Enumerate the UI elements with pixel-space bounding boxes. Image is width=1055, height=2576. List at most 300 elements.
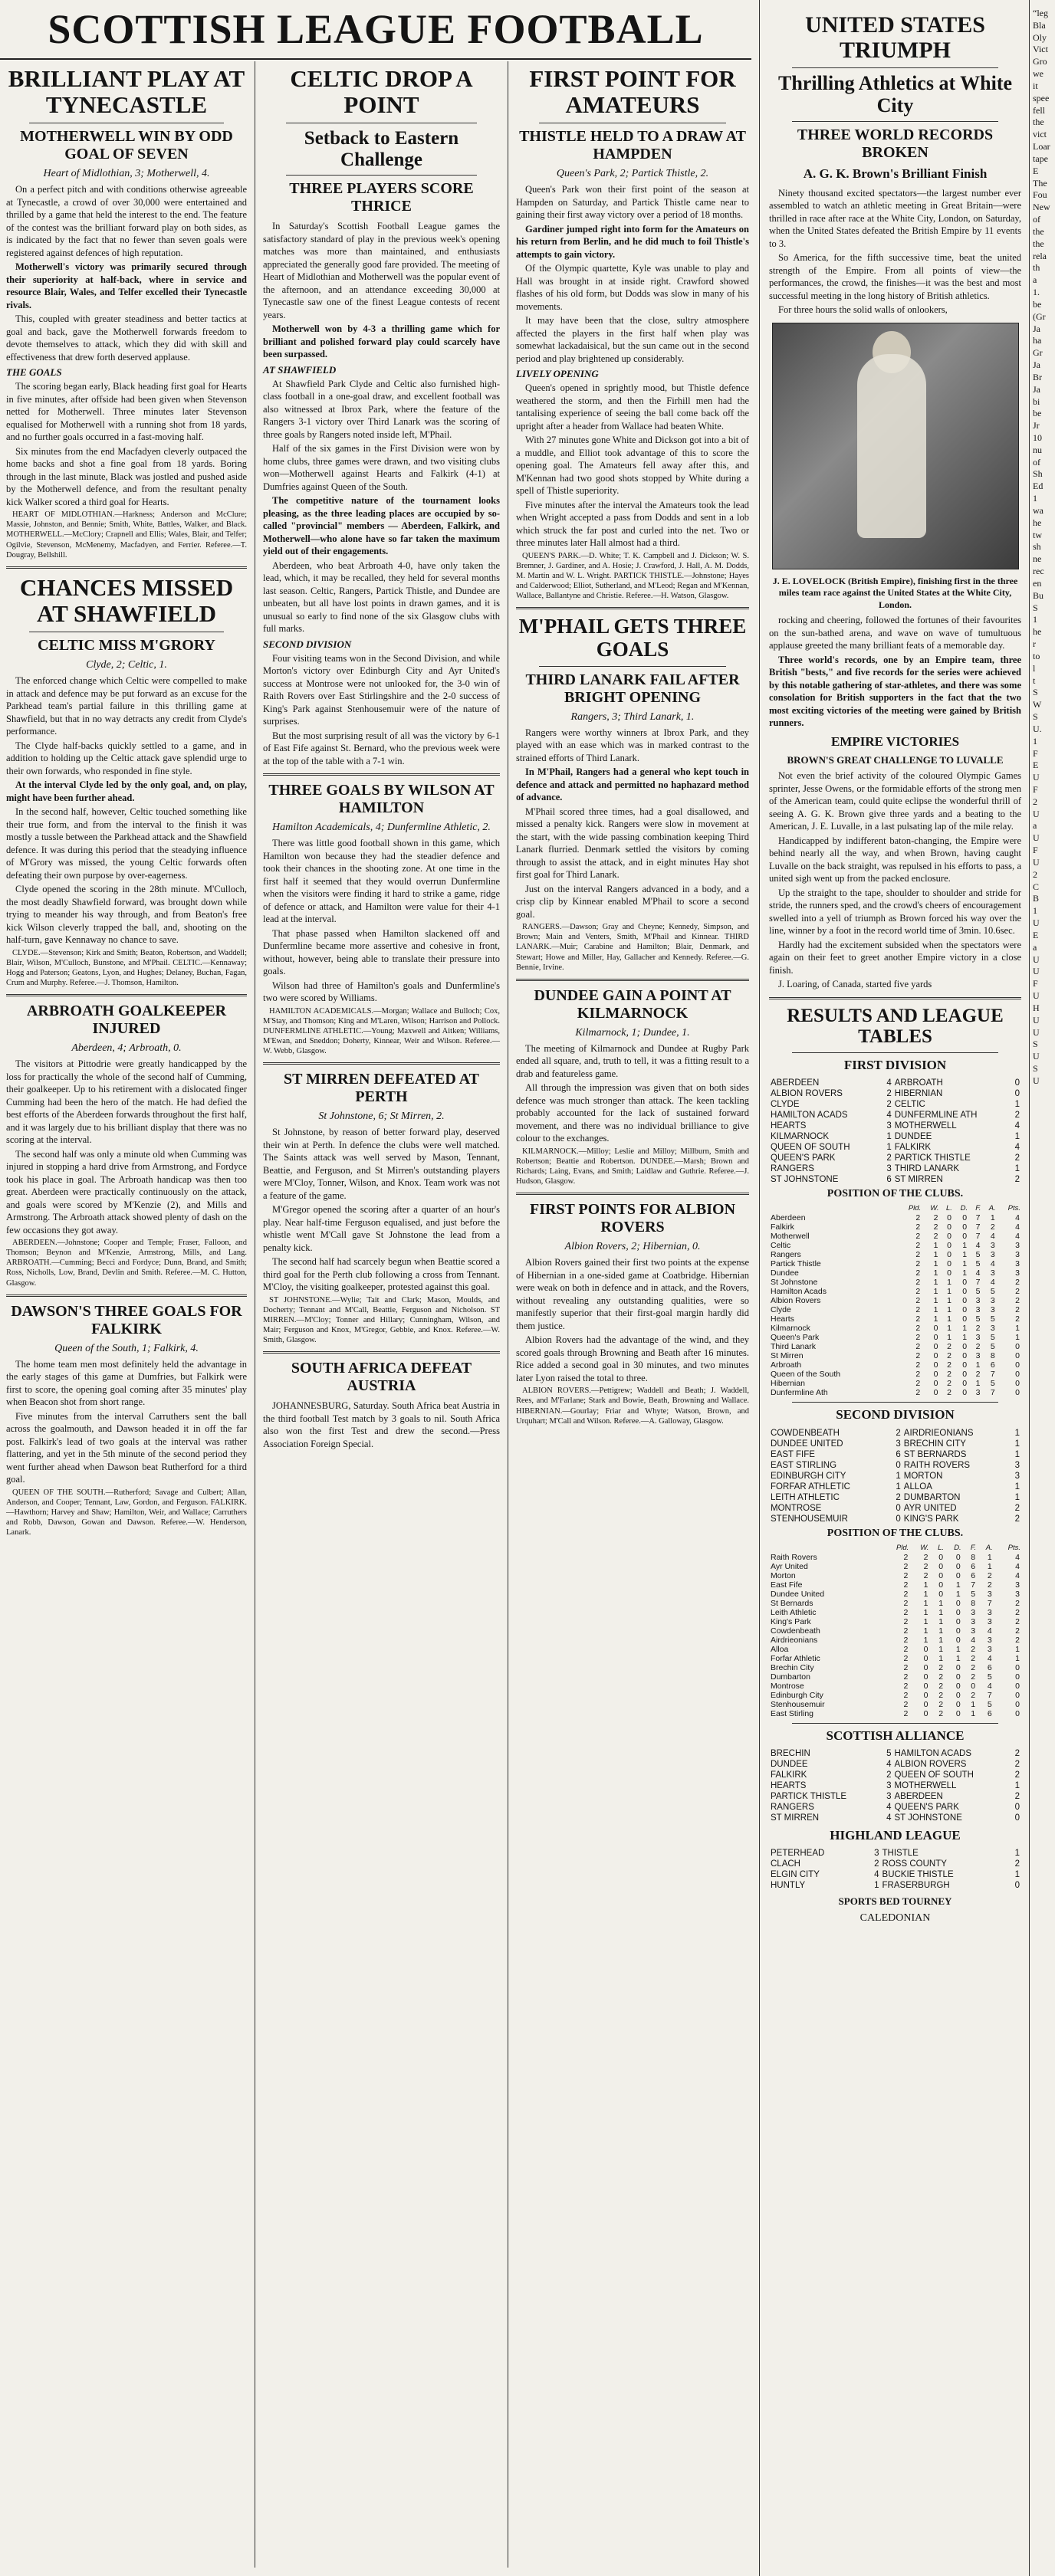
away-team: ST MIRREN [894,1175,943,1185]
table-header: D. [954,1543,961,1552]
away-team: THIRD LANARK [894,1164,960,1174]
club-name: East Stirling [771,1708,814,1718]
cutoff-text-fragment: rela [1033,250,1047,261]
away-score: 1 [1014,1449,1020,1459]
cutoff-text-fragment: B [1033,893,1040,904]
table-cell: 0 [947,1268,951,1278]
table-cell: 1 [933,1305,938,1315]
table-cell: 2 [915,1278,921,1288]
cutoff-text-fragment: F [1033,747,1038,759]
away-team: BRECHIN CITY [903,1439,966,1449]
table-cell: 4 [987,1626,992,1636]
result-row [769,1848,1021,1859]
table-cell: 0 [962,1388,968,1398]
table-cell: 1 [1015,1324,1020,1334]
cutoff-text-fragment: Jr [1033,420,1040,432]
table-cell: 1 [933,1259,938,1269]
home-score: 2 [874,1859,879,1869]
away-team: BUCKIE THISTLE [882,1870,954,1880]
home-score: 4 [886,1802,892,1812]
cutoff-text-fragment: 1. [1033,287,1040,298]
table-cell: 2 [915,1333,921,1343]
paragraph: Rangers were worthy winners at Ibrox Park, and they played with an ease which was in marked contrast to the strained efforts of Third Lanark. [516,727,749,763]
table-cell: 1 [947,1324,951,1334]
table-row [769,1222,1021,1232]
home-team: HEARTS [771,1780,807,1790]
home-team: PETERHEAD [771,1849,825,1859]
away-team: PARTICK THISTLE [894,1153,971,1163]
table-cell: 2 [915,1268,921,1278]
paragraph: Aberdeen, who beat Arbroath 4-0, have only taken the lead, which, it may be recalled, they held for several months last season. Celtic, Rangers, Partick Thistle, and Dundee are unbeaten, but all have lost points in drawn games, and it is unusual so early to find none of the six Glasgow clubs with full marks. [263,560,500,635]
divider [516,1193,749,1195]
table-cell: 4 [975,1268,981,1278]
home-team: KILMARNOCK [771,1132,830,1142]
cutoff-text-fragment: U [1033,990,1040,1002]
paragraph: The second half had scarcely begun when Beattie scored a third goal for the Perth club following a cross from Tennant. M'Cloy, the visiting goalkeeper, protested against this goal. [263,1256,500,1293]
cutoff-text-fragment: The [1033,177,1047,189]
table-cell: 8 [971,1598,976,1608]
table-row [769,1296,1021,1305]
club-name: Aberdeen [771,1213,806,1223]
paragraph: J. Loaring, of Canada, started five yards [778,979,932,990]
banner-title: SCOTTISH LEAGUE FOOTBALL [48,6,704,52]
table-cell: 0 [947,1222,951,1232]
table-cell: 0 [933,1388,938,1398]
cutoff-text-fragment: E [1033,165,1039,176]
paragraph: rocking and cheering, followed the fortunes of their favourites on the sun-bathed arena, and wave on wave of tumultuous applause greeted the many brilliant feats of a memorable day. [769,615,1021,651]
home-team: MONTROSE [771,1503,822,1513]
away-score: 1 [1014,1482,1020,1491]
table-cell: 7 [987,1598,992,1608]
table-cell: 5 [990,1342,995,1352]
away-team: ALLOA [903,1482,932,1491]
paragraph: The competitive nature of the tournament looks pleasing, as the three leading places are occupied by so-called "provincial" members — Aberdeen, Falkirk, and Motherwell—who alone have so far taken the maximum yield out of their engagements. [263,495,500,557]
cutoff-text-fragment: S [1033,602,1038,613]
table-cell: 4 [990,1278,995,1288]
paragraph: Up the straight to the tape, shoulder to shoulder and stride for stride, the runners sped, and the crowd's cheers of encouragement swelled into a yell of triumph as Brown forced his way over the line, winner by a foot in the record world time of 3min. 10.6sec. [769,887,1021,937]
club-name: Dumbarton [771,1672,810,1682]
table-cell: 6 [987,1662,992,1672]
away-score: 2 [1014,1748,1020,1758]
home-score: 5 [886,1748,892,1758]
paragraph: Handicapped by indifferent baton-changing, the Empire were behind nearly all the way, and when Brown, having caught Luvalle on the back straight, was repulsed in his efforts to pass, a united sigh went up from the packed enclosure. [769,835,1021,884]
cutoff-text-fragment: H [1033,1002,1040,1013]
away-team: KING'S PARK [903,1514,959,1524]
table-cell: 2 [975,1324,981,1334]
cutoff-text-fragment: he [1033,517,1042,528]
away-team: HIBERNIAN [894,1089,943,1099]
table-cell: 2 [971,1644,976,1654]
table-cell: 2 [903,1561,909,1571]
table-cell: 1 [947,1296,951,1306]
away-team: ST JOHNSTONE [894,1813,962,1823]
result-row [769,1110,1021,1121]
home-team: FORFAR ATHLETIC [771,1482,850,1491]
headline: SOUTH AFRICA DEFEAT AUSTRIA [291,1360,472,1395]
section-subhead: LIVELY OPENING [516,368,599,380]
section-subhead-2: BROWN'S GREAT CHALLENGE TO LUVALLE [787,754,1004,766]
table-cell: 0 [923,1672,928,1682]
home-team: EAST FIFE [771,1449,815,1459]
paragraph: That phase passed when Hamilton slackened off and Dunfermline became more assertive and cohesive in front, without, however, being able to translate their pressure into goals. [263,927,500,977]
table-cell: 2 [923,1570,928,1580]
cutoff-text-fragment: U [1033,1051,1040,1062]
cutoff-text-fragment: Bla [1033,19,1046,31]
home-team: BRECHIN [771,1748,810,1758]
headline: FIRST POINTS FOR ALBION ROVERS [529,1201,736,1236]
divider [286,175,477,176]
home-score: 2 [896,1428,901,1438]
table-cell: 5 [975,1314,981,1324]
table-cell: 4 [1015,1213,1020,1223]
table-cell: 2 [915,1232,921,1242]
table-cell: 0 [962,1213,968,1223]
paragraph: Queen's Park won their first point of the season at Hampden on Saturday, and Partick Thistle came near to gaining their first away victory over a period of 18 months. [516,184,749,221]
paragraph: For three hours the solid walls of onlookers, [778,304,948,316]
table-cell: 0 [955,1570,961,1580]
paragraph: At Shawfield Park Clyde and Celtic also furnished high-class football in a one-goal draw, and excellent football was also witnessed at Ibrox Park, where the feature of the Rangers 3-1 victory over Third Lanark was the scoring of three goals by Rangers noted inside left, M'Phail. [263,378,500,440]
table-cell: 2 [971,1653,976,1663]
table-header: A. [985,1543,993,1552]
table-cell: 4 [990,1259,995,1269]
cutoff-text-fragment: Ja [1033,383,1040,395]
club-name: Edinburgh City [771,1690,823,1700]
table-cell: 8 [971,1552,976,1562]
paragraph: Of the Olympic quartette, Kyle was unable to play and Hall was brought in at inside right. Crawford showed flashes of his old form, but Dodds was slow in many of his movements. [516,263,749,312]
table-row [769,1626,1021,1636]
divider [792,1402,998,1403]
away-team: MOTHERWELL [894,1121,957,1131]
table-cell: 2 [987,1580,992,1590]
table-cell: 0 [1015,1681,1020,1691]
table-cell: 2 [915,1351,921,1361]
divider [6,566,247,569]
table-cell: 1 [962,1241,968,1251]
cutoff-text-fragment: en [1033,577,1042,589]
result-row [769,1471,1021,1482]
paragraph: On a perfect pitch and with conditions otherwise agreeable at Tynecastle, a crowd of over 30,000 were entertained and thrilled by a game that held the interest to the end. The feature of the contest was the brilliant forward play on both sides, as is indicated by the fact that no fewer than seven goals were registered against defences of high reputation. [6,184,247,258]
cutoff-text-fragment: E [1033,760,1039,771]
table-cell: 1 [1015,1653,1020,1663]
cutoff-text-fragment: to [1033,650,1040,661]
table-cell: 4 [1015,1222,1020,1232]
home-team: RANGERS [771,1164,814,1174]
paragraph: Gardiner jumped right into form for the Amateurs on his return from Berlin, and he did much to foil Thistle's attempts to gain victory. [516,223,749,260]
home-team: DUNDEE UNITED [771,1439,843,1449]
result-row [769,1163,1021,1174]
club-name: Clyde [771,1305,791,1315]
table-cell: 1 [962,1324,968,1334]
away-team: RAITH ROVERS [903,1460,971,1470]
table-cell: 2 [903,1580,909,1590]
score-line: Albion Rovers, 2; Hibernian, 0. [564,1241,701,1253]
home-team: ALBION ROVERS [771,1089,843,1099]
table-row [769,1324,1021,1333]
cutoff-text-fragment: U [1033,917,1040,929]
away-team: HAMILTON ACADS [894,1748,972,1758]
headline: ARBROATH GOALKEEPER INJURED [26,1003,227,1037]
cutoff-text-fragment: U [1033,953,1040,965]
club-name: Queen of the South [771,1370,841,1380]
away-team: FALKIRK [894,1143,932,1153]
cutoff-text-fragment: E [1033,929,1039,940]
table-row [769,1268,1021,1278]
table-cell: 0 [962,1360,968,1370]
table-cell: 2 [1015,1278,1020,1288]
team-lineups: QUEEN'S PARK.—D. White; T. K. Campbell and J. Dickson; W. S. Bremner, J. Gardiner, and A. Hosie; J. Crawford, J. Hall, A. M. Dodds, M. Martin and W. L. Wright. PARTICK THISTLE.—Johnstone; Hayes and Calderwood; Elliot, Sutherland, and M'Leod; Regan and M'Kennan, Wallace, Ballantyne and Christie. Referee.—H. Watson, Glasgow. [516,551,749,601]
away-score: 1 [1014,1780,1020,1790]
table-row [769,1213,1021,1222]
table-cell: 1 [955,1589,961,1599]
column-3 [510,61,755,2568]
table-cell: 5 [975,1250,981,1260]
table-cell: 0 [955,1635,961,1645]
table-row [769,1333,1021,1342]
cutoff-text-fragment: Vict [1033,44,1048,55]
home-score: 4 [886,1759,892,1769]
away-score: 4 [1014,1143,1020,1153]
home-team: LEITH ATHLETIC [771,1492,840,1502]
table-cell: 0 [962,1296,968,1306]
table-cell: 2 [938,1699,944,1709]
paragraph: With 27 minutes gone White and Dickson got into a bit of a muddle, and Elliot took advantage of this to score the opening goal. The Amateurs fell away after this, and M'Kennan had two good shots stopped by White during a spell of Thistle superiority. [516,435,749,497]
table-cell: 0 [962,1342,968,1352]
table-cell: 2 [915,1379,921,1389]
table-row [769,1599,1021,1608]
table-cell: 6 [987,1708,992,1718]
photo-caption: J. E. LOVELOCK (British Empire), finishing first in the three miles team race against the United States at the White City, London. [772,575,1018,610]
table-cell: 2 [903,1681,909,1691]
home-team: ELGIN CITY [771,1870,820,1880]
table-cell: 0 [933,1324,938,1334]
table-cell: 0 [962,1351,968,1361]
table-header: D. [960,1204,968,1213]
paragraph: Hardly had the excitement subsided when the spectators were again on their feet to greet another Empire victory in a close finish. [769,939,1021,976]
table-cell: 2 [903,1662,909,1672]
table-cell: 3 [971,1616,976,1626]
table-cell: 7 [990,1388,995,1398]
table-cell: 1 [923,1598,928,1608]
table-cell: 1 [987,1561,992,1571]
table-cell: 0 [933,1342,938,1352]
table-cell: 0 [962,1379,968,1389]
cutoff-text-fragment: be [1033,298,1042,310]
article-arbroath [6,1003,247,1288]
paragraph: All through the impression was given that on both sides defence was much stronger than attack. The keen tackling probably accounted for the lack of sustained forward movement, and there was no individual brilliance to give colour to the exchanges. [516,1082,749,1144]
paragraph: Motherwell won by 4-3 a thrilling game which for brilliant and polished forward play could scarcely have been surpassed. [263,323,500,360]
table-cell: 2 [1015,1635,1020,1645]
table-cell: 4 [1015,1232,1020,1242]
home-team: CLACH [771,1859,800,1869]
paragraph: Five minutes after the interval the Amateurs took the lead when Wright accepted a pass from Dodds and sent in a lob which struck the far post and curled into the net. Two or three minutes later Hall almost had a third. [516,499,749,549]
result-row [769,1088,1021,1099]
table-cell: 1 [947,1333,951,1343]
division-title: FIRST DIVISION [843,1057,947,1072]
table-cell: 2 [938,1662,944,1672]
table-cell: 0 [947,1232,951,1242]
table-cell: 5 [990,1314,995,1324]
away-team: ALBION ROVERS [894,1759,967,1769]
table-cell: 0 [947,1241,951,1251]
paragraph: The meeting of Kilmarnock and Dundee at Rugby Park ended all square, and, truth to tell, it was a fitting result to a drab and featureless game. [516,1042,749,1079]
cutoff-text-fragment: 1 [1033,493,1037,504]
team-lineups: ST JOHNSTONE.—Wylie; Tait and Clark; Mason, Moulds, and Docherty; Tennant and M'Call, Beattie, Ferguson and Nicholson. ST MIRREN.—M'Cloy; Tonner and Hillary; Cunningham, Wilson, and Mair; Ferguson and Knox, M'Gregor, Gebbie, and Knox. Referee.—W. Smith, Glasgow. [263,1295,500,1345]
club-name: St Bernards [771,1598,813,1608]
article-mphail [516,615,749,973]
table-cell: 2 [947,1351,951,1361]
score-line: Rangers, 3; Third Lanark, 1. [570,710,695,723]
table-row [769,1305,1021,1314]
home-team: ST JOHNSTONE [771,1175,839,1185]
table-cell: 7 [975,1232,981,1242]
paragraph: Ninety thousand excited spectators—the largest number ever assembled to watch an athletic meeting in Great Britain—were thrilled in race after race at the White City, London, on Saturday, when the United States defeated the British Empire by 11 events to 3. [769,187,1021,249]
club-name: Hearts [771,1314,794,1324]
cutoff-text-fragment: 1 [1033,905,1037,917]
table-cell: 0 [923,1681,928,1691]
table-cell: 1 [938,1607,944,1617]
table-cell: 4 [990,1232,995,1242]
table-cell: 2 [903,1589,909,1599]
divider [6,1295,247,1297]
home-team: QUEEN'S PARK [771,1153,836,1163]
photo-figure-body [857,354,926,538]
table-row [769,1608,1021,1617]
table-cell: 3 [975,1333,981,1343]
away-score: 1 [1014,1492,1020,1502]
table-cell: 2 [915,1314,921,1324]
table-cell: 0 [955,1626,961,1636]
score-line: Aberdeen, 4; Arbroath, 0. [71,1042,182,1054]
away-score: 0 [1014,1881,1020,1891]
club-name: St Johnstone [771,1278,818,1288]
table-cell: 0 [933,1379,938,1389]
table-header [769,1203,897,1213]
table-cell: 5 [990,1287,995,1297]
table-row [769,1645,1021,1654]
paragraph: The visitors at Pittodrie were greatly handicapped by the loss for practically the whole of the second half of Cumming, their goalkeeper. Up to his retirement with a dislocated finger Cumming had been the hero of the match. He had defied the best efforts of the Aberdeen forwards throughout the first half, and it was largely due to his brilliant display that there was no scoring at the interval. [6,1058,247,1145]
table-row [769,1250,1021,1259]
column-2 [257,61,506,2568]
result-row [769,1748,1021,1759]
cutoff-text-fragment: l [1033,662,1036,674]
table-row [769,1654,1021,1663]
subheadline: MOTHERWELL WIN BY ODD GOAL OF SEVEN [20,128,233,163]
table-cell: 3 [990,1268,995,1278]
table-cell: 0 [971,1681,976,1691]
table-row [769,1636,1021,1645]
table-cell: 2 [1015,1598,1020,1608]
club-name: Queen's Park [771,1333,820,1343]
cutoff-text-fragment: a [1033,820,1037,832]
table-cell: 0 [955,1598,961,1608]
results-table-div2 [769,1428,1021,1524]
team-lineups: ALBION ROVERS.—Pettigrew; Waddell and Beath; J. Waddell, Rees, and M'Farlane; Stark and Bowie, Beath, Browning and Wallace. HIBERNIAN.—Gourlay; Friar and Whyte; Watson, Brown, and Urquhart; M'Call and Wilson. Referee.—A. Galloway, Glasgow. [516,1386,749,1426]
table-cell: 5 [971,1589,976,1599]
table-cell: 0 [962,1370,968,1380]
table-cell: 1 [947,1287,951,1297]
table-row [769,1663,1021,1672]
section-subhead: THE GOALS [6,366,62,379]
table-cell: 2 [915,1222,921,1232]
divider [792,1052,998,1053]
club-name: Stenhousemuir [771,1699,825,1709]
table-row [769,1241,1021,1250]
article-amateurs [516,66,749,601]
table-cell: 1 [933,1278,938,1288]
club-name: Morton [771,1570,796,1580]
table-cell: 0 [962,1314,968,1324]
table-cell: 3 [990,1296,995,1306]
score-line: St Johnstone, 6; St Mirren, 2. [318,1111,445,1123]
table-cell: 4 [1015,1552,1020,1562]
table-cell: 1 [938,1616,944,1626]
table-header: W. [920,1543,929,1552]
table-cell: 7 [975,1278,981,1288]
cutoff-text-fragment: Ja [1033,323,1040,334]
cutoff-text-fragment: C [1033,881,1040,892]
home-score: 3 [886,1121,892,1131]
table-cell: 2 [1015,1305,1020,1315]
away-score: 1 [1014,1439,1020,1449]
score-line: Clyde, 2; Celtic, 1. [86,659,167,671]
cutoff-text-fragment: S [1033,711,1038,723]
table-cell: 2 [947,1342,951,1352]
result-row [769,1869,1021,1880]
club-name: Dundee [771,1268,799,1278]
away-team: ABERDEEN [894,1791,943,1801]
team-lineups: QUEEN OF THE SOUTH.—Rutherford; Savage and Culbert; Allan, Anderson, and Cooper; Tennant, Law, Gordon, and Ferguson. FALKIRK.—Hawthorn; Harvey and Shaw; Hamilton, Weir, and Wallace; Carruthers and Robb, Dawson, Gowan and Dawson. Referee.—W. Henderson, Lanark. [6,1488,247,1537]
cutoff-text-fragment: U. [1033,723,1042,734]
table-row [769,1553,1021,1562]
table-cell: 2 [915,1305,921,1315]
table-cell: 2 [923,1561,928,1571]
table-cell: 0 [962,1278,968,1288]
home-score: 0 [896,1514,901,1524]
table-cell: 0 [933,1370,938,1380]
table-cell: 5 [987,1699,992,1709]
divider [539,666,726,667]
table-cell: 0 [1015,1708,1020,1718]
table-header: F. [975,1204,981,1213]
table-cell: 1 [962,1250,968,1260]
club-name: Airdrieonians [771,1635,818,1645]
column-1 [0,61,253,2568]
table-row [769,1691,1021,1700]
table-row [769,1287,1021,1296]
divider [6,994,247,996]
table-header: Pts. [1007,1543,1020,1552]
kicker: THREE PLAYERS SCORE THRICE [289,180,474,215]
table-cell: 2 [938,1681,944,1691]
table-cell: 5 [975,1287,981,1297]
team-lineups: CLYDE.—Stevenson; Kirk and Smith; Beaton, Robertson, and Waddell; Blair, Wilson, M'Culloch, Bunstone, and M'Phail. CELTIC.—Kennaway; Hogg and Paterson; Geatons, Lyon, and Hughes; Delaney, Buchan, Fagan, Crum and Murphy. Referee.—J. Thomson, Hamilton. [6,948,247,987]
result-row [769,1142,1021,1153]
table-cell: 0 [962,1232,968,1242]
table-cell: 2 [1015,1314,1020,1324]
home-score: 0 [896,1460,901,1470]
paragraph: JOHANNESBURG, Saturday. South Africa beat Austria in the third football Test match by 3 goals to nil. South Africa also won the first Test and drew the second.—Press Association Foreign Special. [263,1400,500,1449]
table-cell: 2 [903,1626,909,1636]
home-score: 4 [874,1870,879,1880]
cutoff-text-fragment: S [1033,1063,1038,1075]
divider [769,997,1021,999]
cutoff-text-fragment: r [1033,638,1036,650]
away-score: 0 [1014,1078,1020,1088]
cutoff-text-fragment: Gr [1033,347,1043,359]
result-row [769,1460,1021,1471]
club-name: St Mirren [771,1351,804,1361]
score-line: Hamilton Academicals, 4; Dunfermline Athletic, 2. [272,822,491,834]
